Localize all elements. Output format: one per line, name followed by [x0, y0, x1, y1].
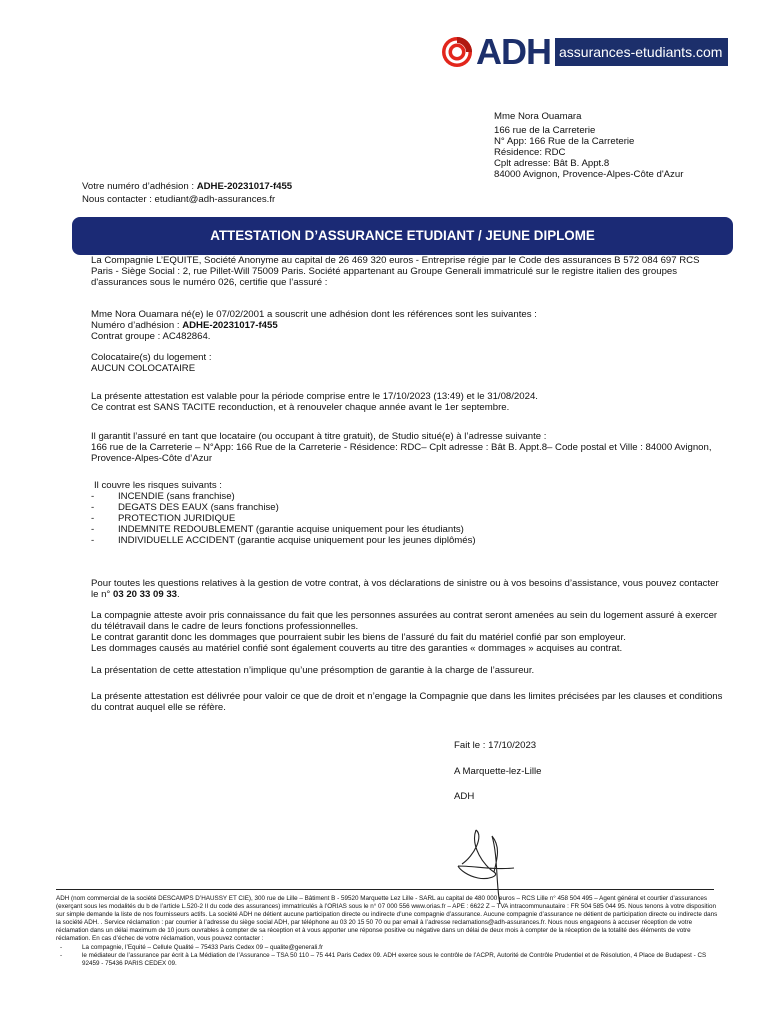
signature-date: Fait le : 17/10/2023: [454, 740, 537, 751]
clause-paragraph: La présente attestation est délivrée pour valoir ce que de droit et n’engage la Compagnie que dans les limites précisées par les clauses et conditions du contrat auquel elle se réfère.: [91, 691, 723, 713]
subscription-number: ADHE-20231017-f455: [182, 320, 278, 331]
recipient-city: 84000 Avignon, Provence-Alpes-Côte d'Azur: [494, 169, 684, 180]
subscription-line: Mme Nora Ouamara né(e) le 07/02/2001 a souscrit une adhésion dont les références sont les suivantes :: [91, 309, 537, 320]
risks-label: Il couvre les risques suivants :: [94, 480, 222, 491]
adh-logo: [440, 31, 728, 72]
guarantee-block: [91, 431, 723, 464]
validity-period: La présente attestation est valable pour la période comprise entre le 17/10/2023 (13:49) et le 31/08/2024.: [91, 391, 538, 402]
support-phone: 03 20 33 09 33: [112, 589, 178, 600]
recipient-apt: N° App: 166 Rue de la Carreterie: [494, 136, 635, 147]
logo-wordmark: ADH: [476, 31, 551, 72]
membership-number: ADHE-20231017-f455: [196, 181, 293, 192]
telework-block: [91, 610, 723, 654]
guarantee-address: 166 rue de la Carreterie – N°App: 166 Rue de la Carreterie - Résidence: RDC– Cplt adresse : Bât B. Appt.8– Code postal et Ville : 84000 Avignon, Provence-Alpes-Côte d’Azur: [91, 442, 712, 464]
adh-swirl-icon: [440, 35, 474, 69]
list-item: - INDIVIDUELLE ACCIDENT (garantie acquise uniquement pour les jeunes diplômés): [91, 535, 476, 546]
footer-divider: [56, 889, 714, 890]
recipient-name: Mme Nora Ouamara: [494, 111, 582, 122]
group-contract: Contrat groupe : AC482864.: [91, 331, 211, 342]
membership-info: [82, 181, 292, 205]
contact-email: Nous contacter : etudiant@adh-assurances.fr: [82, 194, 276, 205]
validity-block: [91, 391, 723, 413]
title-banner: ATTESTATION D’ASSURANCE ETUDIANT / JEUNE DIPLOME: [72, 217, 733, 255]
footer-main: ADH (nom commercial de la société DESCAMPS D’HAUSSY ET CIE), 300 rue de Lille – Bâtiment B - 59520 Marquette Lez Lille - SARL au capital de 480 000 euros – RCS Lille n° 458 504 495 – Agent général et courtier d’assurances (exerçant sous les modalités du b de l’article L.520-2 II du code des assurances) immatriculés à l’ORIAS sous le n° 07 000 556 www.orias.fr – APE : 6622 Z – TVA intracommunautaire : FR 504 585 044 95. Nous tenons à votre disposition sur simple demande la liste de nos fournisseurs actifs. La société ADH ne détient aucune participation directe ou indirecte d’une compagnie d’assurance. Aucune compagnie d’assurance ne détient de participation directe ou indirecte dans la société ADH. . Service réclamation : par courrier à l’adresse du siège social ADH, par téléphone au 03 20 15 50 70 ou par email à l’adresse reclamations@adh-assurances.fr. Nous nous engageons à accuser réception de votre réclamation dans un délai maximum de 10 jours ouvrables à compter de sa réception et à vous apporter une réponse positive ou négative dans un délai de deux mois à compter de la réception de la totalité des éléments de votre réclamation. En cas d’échec de votre réclamation, vous pouvez contacter :: [56, 895, 718, 943]
roommates-value: AUCUN COLOCATAIRE: [91, 363, 196, 374]
recipient-street: 166 rue de la Carreterie: [494, 125, 596, 136]
guarantee-intro: Il garantit l’assuré en tant que locataire (ou occupant à titre gratuit), de Studio situé(e) à l’adresse suivante :: [91, 431, 547, 442]
subscription-num-label: Numéro d’adhésion :: [91, 320, 180, 331]
roommates-block: [91, 352, 723, 374]
footer-item-2: - le médiateur de l’assurance par écrit à La Médiation de l’Assurance – TSA 50 110 – 75 441 Paris Cedex 09. ADH exerce sous le contrôle de l’ACPR, Autorité de Contrôle Prudentiel et de Résolution, 4 Place de Budapest - CS 92459 - 75436 PARIS CEDEX 09.: [60, 951, 707, 967]
telework-line3: Les dommages causés au matériel confié sont également couverts au titre des garanties « dommages » acquises au contrat.: [91, 643, 623, 654]
contact-paragraph: Pour toutes les questions relatives à la gestion de votre contrat, à vos déclarations de sinistre ou à vos besoins d’assistance, vous pouvez contacter le n° 03 20 33 09 33.: [91, 578, 719, 600]
membership-label: Votre numéro d’adhésion :: [82, 181, 195, 192]
logo-site: assurances-etudiants.com: [555, 38, 728, 66]
footer-item-1: - La compagnie, l’Equité – Cellule Qualité – 75433 Paris Cedex 09 – qualite@generali.fr: [60, 943, 323, 951]
recipient-extra: Cplt adresse: Bât B. Appt.8: [494, 158, 610, 169]
signature-place: A Marquette-lez-Lille: [454, 766, 542, 777]
validity-renewal: Ce contrat est SANS TACITE reconduction, et à renouveler chaque année avant le 1er septembre.: [91, 402, 510, 413]
recipient-address: [494, 111, 683, 180]
intro-paragraph: La Compagnie L’EQUITE, Société Anonyme au capital de 26 469 320 euros - Entreprise régie par le Code des assurances B 572 084 697 RCS Paris - Siège Social : 2, rue Pillet-Will 75009 Paris. Société appartenant au Groupe Generali immatriculé sur le registre italien des groupes d'assurances sous le numéro 026, certifie que l’assuré :: [91, 255, 700, 288]
list-item: - INCENDIE (sans franchise): [91, 491, 235, 502]
list-item: - DEGATS DES EAUX (sans franchise): [91, 502, 279, 513]
telework-line2: Le contrat garantit donc les dommages que pourraient subir les biens de l’assuré du fait du matériel confié par son employeur.: [91, 632, 626, 643]
footer-legal: [56, 895, 718, 968]
signature-org: ADH: [454, 791, 475, 802]
presumption-paragraph: La présentation de cette attestation n’implique qu’une présomption de garantie à la charge de l’assureur.: [91, 665, 535, 676]
recipient-residence: Résidence: RDC: [494, 147, 566, 158]
subscription-block: [91, 309, 723, 342]
list-item: - PROTECTION JURIDIQUE: [91, 513, 236, 524]
roommates-label: Colocataire(s) du logement :: [91, 352, 212, 363]
risks-list: [91, 480, 476, 546]
list-item: - INDEMNITE REDOUBLEMENT (garantie acquise uniquement pour les étudiants): [91, 524, 464, 535]
telework-line1: La compagnie atteste avoir pris connaissance du fait que les personnes assurées au contrat seront amenées au sein du logement assuré à exercer du télétravail dans le cadre de leurs fonctions professionnelles.: [91, 610, 718, 632]
